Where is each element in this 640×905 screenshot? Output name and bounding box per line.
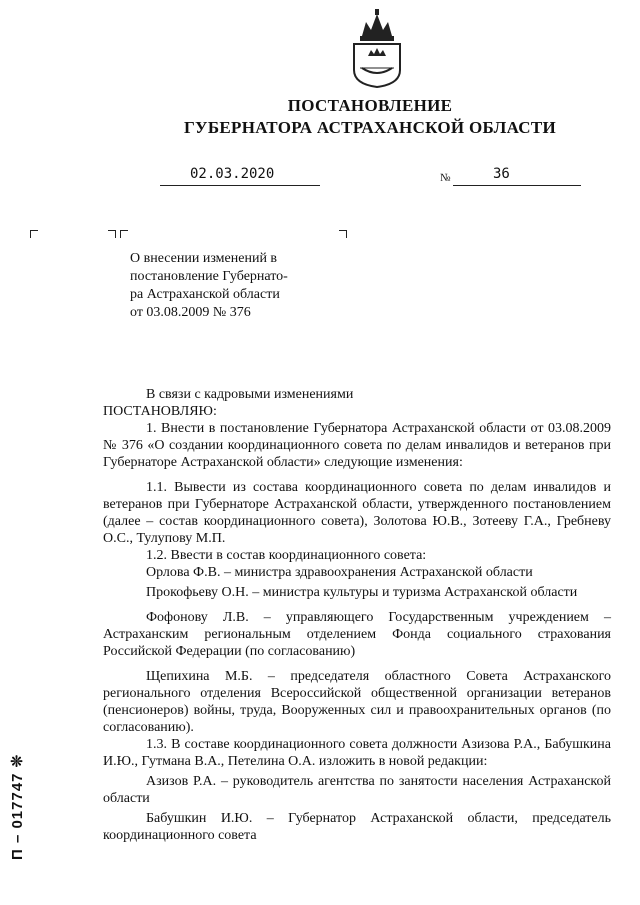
subject-line: от 03.08.2009 № 376 (130, 305, 251, 320)
subject-line: ра Астраханской области (130, 287, 280, 302)
number-label: № (440, 172, 451, 184)
side-serial-stamp: П – 017747 ❊ (9, 753, 26, 860)
subject-line: О внесении изменений в (130, 251, 278, 266)
corner-mark-right (339, 230, 347, 238)
preamble: В связи с кадровыми изменениями (146, 387, 354, 402)
document-subject (130, 250, 308, 322)
decree-word: ПОСТАНОВЛЯЮ: (103, 404, 217, 419)
corner-mark-mid-left (108, 230, 116, 238)
date-field (160, 166, 320, 186)
document-number: 36 (493, 166, 510, 182)
coat-of-arms-emblem (348, 8, 406, 88)
number-field (453, 166, 581, 186)
subject-line: постановление Губернато- (130, 269, 288, 284)
document-body (103, 386, 611, 844)
document-title: ПОСТАНОВЛЕНИЕ (287, 96, 453, 115)
item-1-1: 1.1. Вывести из состава координационного совета по делам инвалидов и ветеранов при Губернаторе Астраханской области, утвержденного постановлением (далее – состав координационного совета), Золотова Ю.В., Зотееву Г.А., Гребневу О.С., Тулупову М.П. (103, 480, 611, 546)
member-babushkin: Бабушкин И.Ю. – Губернатор Астраханской области, председатель координационного совета (103, 811, 611, 843)
item-1: 1. Внести в постановление Губернатора Астраханской области от 03.08.2009 № 376 «О создании координационного совета по делам инвалидов и ветеранов при Губернаторе Астраханской области» следующие изменения: (103, 421, 611, 470)
member-orlova: Орлова Ф.В. – министра здравоохранения Астраханской области (146, 565, 533, 580)
item-1-3: 1.3. В составе координационного совета должности Азизова Р.А., Бабушкина И.Ю., Гутмана В.А., Петелина О.А. изложить в новой редакции: (103, 737, 611, 769)
corner-mark-left (30, 230, 38, 238)
member-azizov: Азизов Р.А. – руководитель агентства по занятости населения Астраханской области (103, 774, 611, 806)
document-date: 02.03.2020 (190, 166, 275, 182)
corner-mark-mid-right (120, 230, 128, 238)
document-issuer: ГУБЕРНАТОРА АСТРАХАНСКОЙ ОБЛАСТИ (183, 118, 557, 137)
member-prokofeva: Прокофьеву О.Н. – министра культуры и туризма Астраханской области (146, 585, 578, 600)
item-1-2: 1.2. Ввести в состав координационного совета: (146, 548, 427, 563)
member-fofonov: Фофонову Л.В. – управляющего Государственным учреждением – Астраханским региональным отделением Фонда социального страхования Российской Федерации (по согласованию) (103, 610, 611, 659)
member-shchepikhin: Щепихина М.Б. – председателя областного Совета Астраханского регионального отделения Всероссийской общественной организации ветеранов (пенсионеров) войны, труда, Вооруженных сил и правоохранительных органов (по согласованию). (103, 669, 611, 735)
